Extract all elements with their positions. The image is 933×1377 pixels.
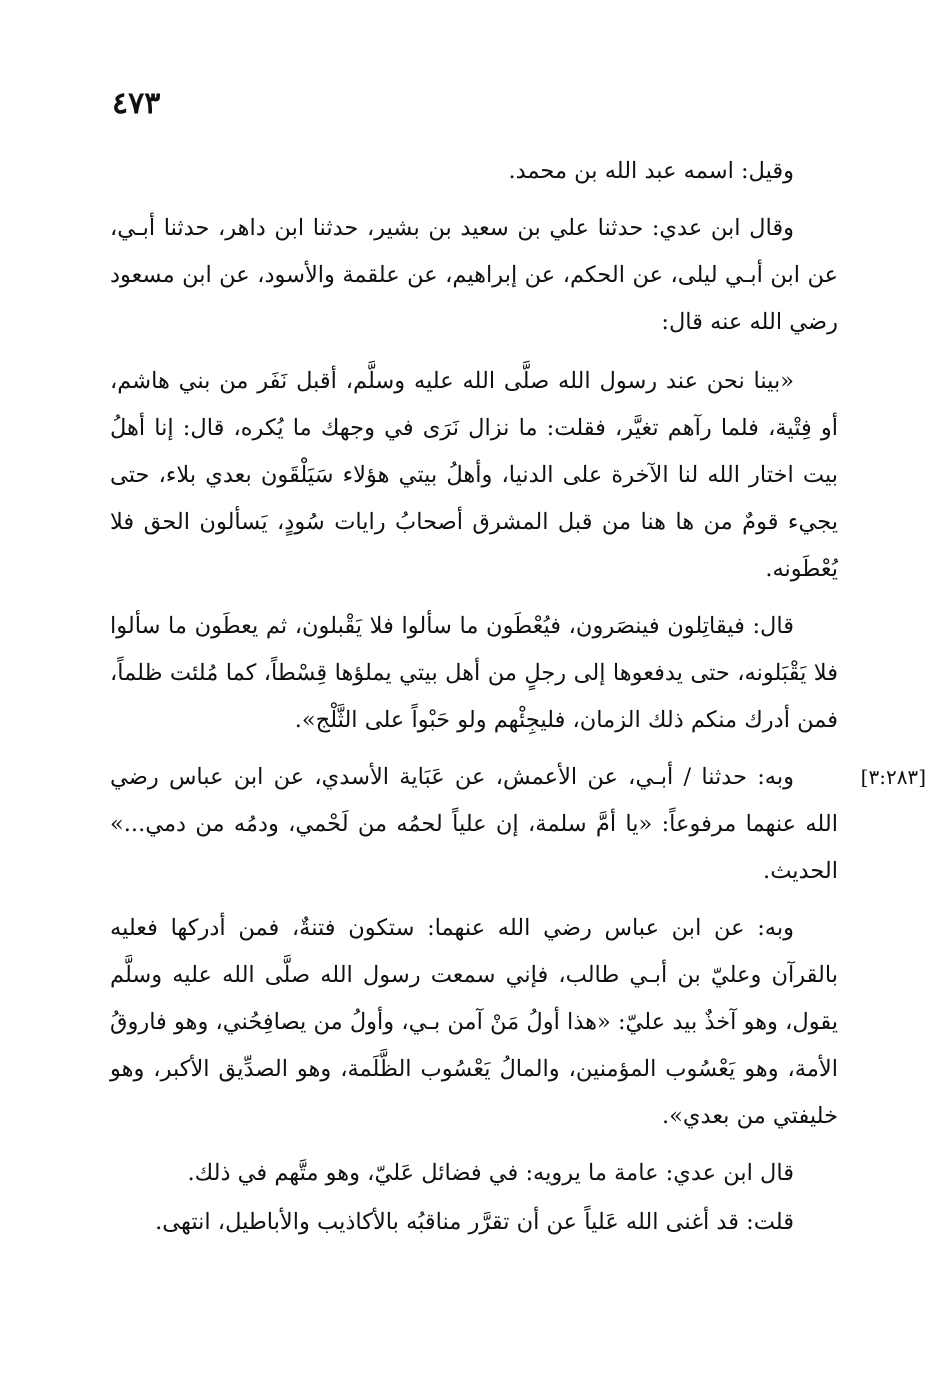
margin-ref-row xyxy=(110,754,926,895)
paragraph-author-comment: قلت: قد أغنى الله عَلياً عن أن تقرَّر مناقبُه بالأكاذيب والأباطيل، انتهى. xyxy=(155,1209,794,1235)
paragraph-ibn-adi-judgment: قال ابن عدي: عامة ما يرويه: في فضائل عَليّ، وهو متَّهم في ذلك. xyxy=(187,1160,794,1186)
paragraph-name-note: وقيل: اسمه عبد الله بن محمد. xyxy=(508,158,794,184)
paragraph-ibn-adi-isnad: وقال ابن عدي: حدثنا علي بن سعيد بن بشير، حدثنا ابن داهر، حدثنا أبـي، عن ابن أبـي ليلى، عن الحكم، عن إبراهيم، عن علقمة والأسود، عن ابن مسعود رضي الله عنه قال: xyxy=(110,215,838,335)
paragraph-hadith-continuation: قال: فيقاتِلون فينصَرون، فيُعْطَون ما سألوا فلا يَقْبلون، ثم يعطَون ما سألوا فلا يَقْبَلونه، حتى يدفعوها إلى رجلٍ من أهل بيتي يملؤها قِسْطاً، كما مُلئت ظلماً، فمن أدرك منكم ذلك الزمان، فليجِئْهم ولو حَبْواً على الثَّلْج». xyxy=(110,613,838,733)
paragraph-umm-salama-hadith: وبه: حدثنا / أبـي، عن الأعمش، عن عَبَاية الأسدي، عن ابن عباس رضي الله عنهما مرفوعاً: «يا أمَّ سلمة، إن علياً لحمُه من لَحْمي، ودمُه من دمي...» الحديث. xyxy=(110,764,838,884)
page-body xyxy=(110,148,926,1256)
margin-reference: [٣:٢٨٣] xyxy=(860,765,926,789)
paragraph-hadith-text: «بينا نحن عند رسول الله صلَّى الله عليه وسلَّم، أقبل نَفَر من بني هاشم، أو فِتْية، فلما رآهم تغيَّر، فقلت: ما نزال نَرَى في وجهك ما يُكره، قال: إنا أهلُ بيت اختار الله لنا الآخرة على الدنيا، وأهلُ بيتي هؤلاء سَيَلْقَون بعدي بلاء، حتى يجيء قومٌ من ها هنا من قبل المشرق أصحابُ رايات سُودٍ، يَسألون الحق فلا يُعْطَونه. xyxy=(110,368,838,582)
page-number: ٤٧٣ xyxy=(112,86,161,121)
paragraph-ibn-abbas-fitna: وبه: عن ابن عباس رضي الله عنهما: ستكون فتنةٌ، فمن أدركها فعليه بالقرآن وعليّ بن أبـي طالب، فإني سمعت رسول الله صلَّى الله عليه وسلَّم يقول، وهو آخذٌ بيد عليّ: «هذا أولُ مَنْ آمن بـي، وأولُ من يصافِحُني، وهو فاروقُ الأمة، وهو يَعْسُوب المؤمنين، والمالُ يَعْسُوب الظَّلَمة، وهو الصدِّيق الأكبر، وهو خليفتي من بعدي». xyxy=(110,915,838,1129)
